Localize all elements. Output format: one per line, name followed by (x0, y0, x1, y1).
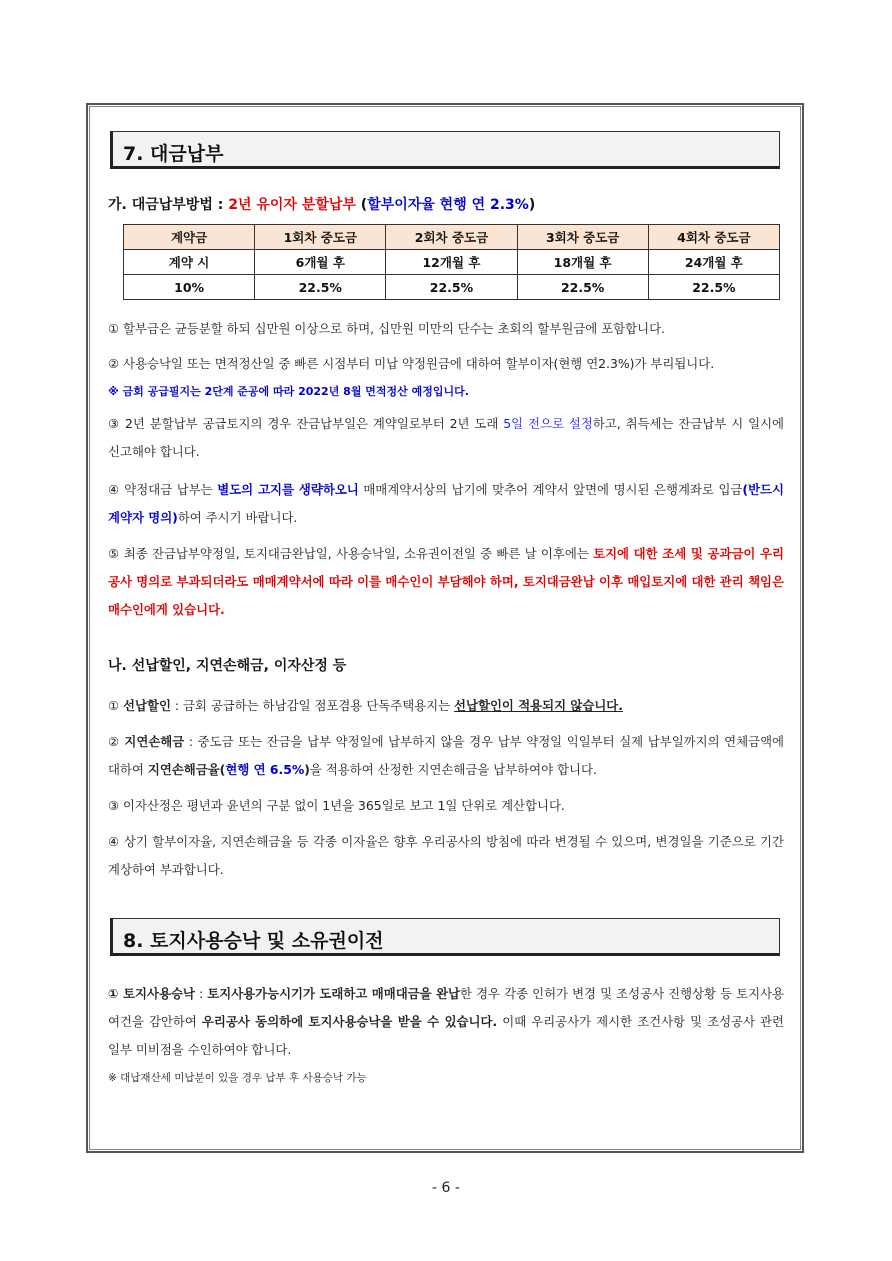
p4-text-e: 하여 주시기 바랍니다. (177, 510, 298, 525)
payment-method-value: 2년 유이자 분할납부 (228, 197, 356, 213)
q2-rate-value: 현행 연 6.5% (225, 762, 305, 777)
table-cell: 24개월 후 (648, 250, 779, 275)
section-7-header (110, 131, 780, 169)
s8-condition: 토지사용가능시기가 도래하고 매매대금을 완납 (207, 986, 461, 1001)
table-cell: 22.5% (648, 275, 779, 300)
paragraph-1: ① 할부금은 균등분할 하되 십만원 이상으로 하며, 십만원 미만의 단수는 초회의 할부원금에 포함합니다. (108, 321, 665, 336)
installment-rate: 할부이자율 현행 연 2.3% (367, 197, 529, 213)
q1-label: 선납할인 (123, 698, 171, 713)
p4-text-highlight: 별도의 고지를 생략하오니 (217, 482, 359, 497)
table-cell: 22.5% (517, 275, 648, 300)
table-header-row (124, 225, 780, 250)
subsection-na-title: 나. 선납할인, 지연손해금, 이자산정 등 (108, 658, 347, 674)
q2-text-end: 을 적용하여 산정한 지연손해금을 납부하여야 합니다. (309, 762, 597, 777)
section-8-header (110, 918, 780, 956)
p4-text-a: ④ 약정대금 납부는 (108, 482, 218, 497)
s8-colon: : (194, 986, 208, 1001)
s8-text-f: 이때 우리공사가 제시한 조건사항 및 조성공사 관련 일부 미비점을 수인하여야 합니다. (108, 1014, 784, 1057)
table-row (124, 275, 780, 300)
table-cell: 10% (124, 275, 255, 300)
paragraph-3 (108, 410, 784, 466)
p3-text-c: 하고, 취득세는 잔금납부 시 일시에 신고해야 합니다. (108, 416, 785, 459)
q1-num: ① (108, 698, 124, 713)
late-penalty-item (108, 728, 784, 784)
page-number: - 6 - (432, 1180, 460, 1196)
q2-label: 지연손해금 (124, 734, 185, 749)
q1-emphasis: 선납할인이 적용되지 않습니다. (454, 698, 623, 713)
paragraph-5 (108, 540, 784, 624)
s8-text-d: 한 경우 각종 인허가 변경 및 조성공사 진행상황 등 토지사용 여건을 감안하여 (108, 986, 785, 1029)
paren-open: ( (355, 197, 368, 213)
table-header-cell: 2회차 중도금 (386, 225, 517, 250)
p3-text-a: ③ 2년 분할납부 공급토지의 경우 잔금납부일은 계약일로부터 2년 도래 (108, 416, 504, 431)
p4-text-c: 매매계약서상의 납기에 맞추어 계약서 앞면에 명시된 은행계좌로 입금 (358, 482, 743, 497)
table-cell: 12개월 후 (386, 250, 517, 275)
section-7-title: 7. 대금납부 (123, 143, 224, 165)
q2-text: : 중도금 또는 잔금을 납부 약정일에 납부하지 않을 경우 납부 약정일 익일부터 실제 납부일까지의 연체금액에 대하여 (108, 734, 785, 777)
table-header-cell: 계약금 (124, 225, 255, 250)
table-header-cell: 3회차 중도금 (517, 225, 648, 250)
note-area-settlement: ※ 금회 공급필지는 2단계 준공에 따라 2022년 8월 면적정산 예정입니다. (108, 385, 469, 398)
payment-method-prefix: 가. 대금납부방법 : (108, 197, 229, 213)
table-cell: 22.5% (255, 275, 386, 300)
payment-method-heading (108, 194, 535, 214)
interest-calc-item: ③ 이자산정은 평년과 윤년의 구분 없이 1년을 365일로 보고 1일 단위로 계산합니다. (108, 798, 565, 813)
section-8-title: 8. 토지사용승낙 및 소유권이전 (123, 930, 384, 952)
p5-text-warning: 토지에 대한 조세 및 공과금이 우리공사 명의로 부과되더라도 매매계약서에 따라 이를 매수인이 부담해야 하며, 토지대금완납 이후 매입토지에 대한 관리 책임은 매수인에게 있습니다. (108, 546, 784, 617)
q2-rate-label: 지연손해금율( (147, 762, 226, 777)
table-cell: 계약 시 (124, 250, 255, 275)
table-header-cell: 4회차 중도금 (648, 225, 779, 250)
p4-text-account-holder: (반드시 계약자 명의) (108, 482, 784, 525)
table-cell: 6개월 후 (255, 250, 386, 275)
paragraph-2: ② 사용승낙일 또는 면적정산일 중 빠른 시점부터 미납 약정원금에 대하여 할부이자(현행 연2.3%)가 부리됩니다. (108, 356, 715, 371)
s8-label: ① 토지사용승낙 (108, 986, 195, 1001)
land-use-consent-item (108, 980, 784, 1064)
q1-text: : 금회 공급하는 하남감일 점포겸용 단독주택용지는 (170, 698, 455, 713)
s8-consent: 우리공사 동의하에 토지사용승낙을 받을 수 있습니다. (201, 1014, 498, 1029)
rate-change-item: ④ 상기 할부이자율, 지연손해금율 등 각종 이자율은 향후 우리공사의 방침에 따라 변경될 수 있으며, 변경일을 기준으로 기간 계상하여 부과합니다. (108, 834, 784, 877)
paren-close: ) (528, 197, 536, 213)
paragraph-4 (108, 476, 784, 532)
prepay-discount-item (108, 692, 784, 720)
q2-num: ② (108, 734, 125, 749)
table-header-cell: 1회차 중도금 (255, 225, 386, 250)
table-cell: 18개월 후 (517, 250, 648, 275)
p3-text-highlight: 5일 전으로 설정 (503, 416, 593, 431)
payment-schedule-table (123, 224, 780, 300)
q2-paren-close: ) (304, 762, 310, 777)
table-row (124, 250, 780, 275)
table-cell: 22.5% (386, 275, 517, 300)
p5-text-a: ⑤ 최종 잔금납부약정일, 토지대금완납일, 사용승낙일, 소유권이전일 중 빠른 날 이후에는 (108, 546, 594, 561)
property-tax-note: ※ 대납재산세 미납분이 있을 경우 납부 후 사용승낙 가능 (108, 1072, 367, 1084)
